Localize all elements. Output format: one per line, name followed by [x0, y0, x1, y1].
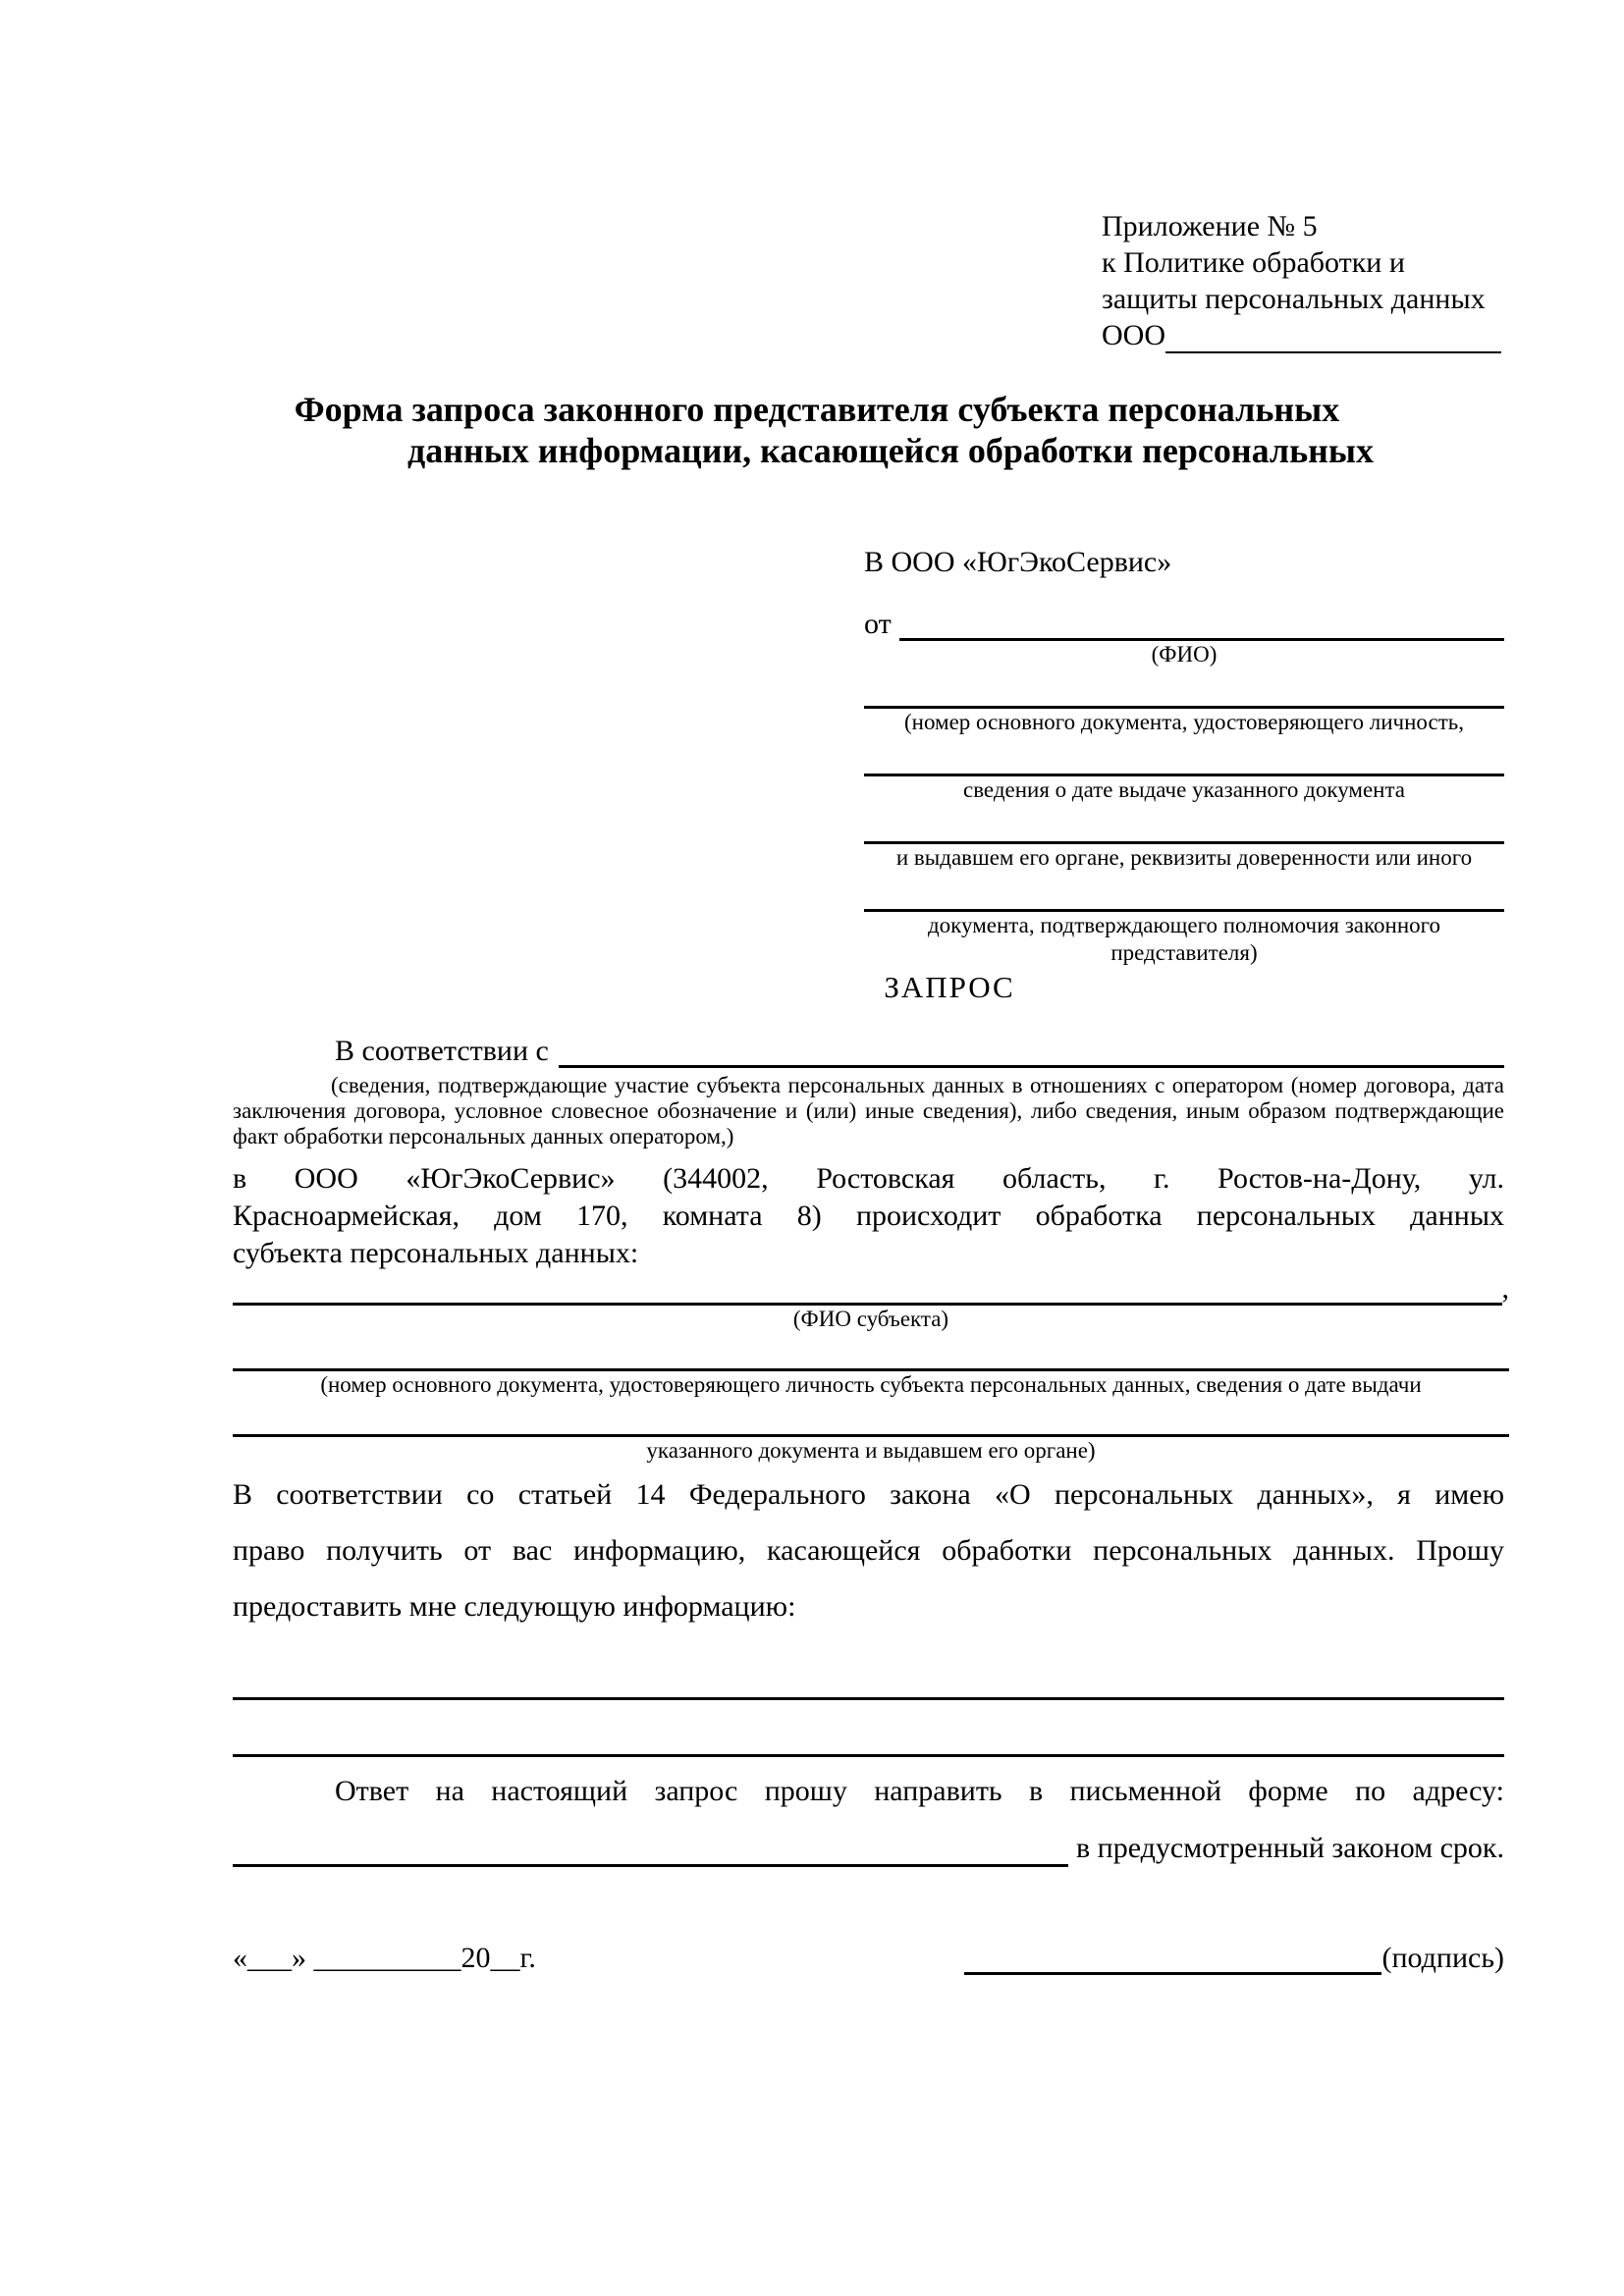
fill-line-caption: (ФИО)	[1151, 642, 1218, 667]
law-line-2: право получить от вас информацию, касающейся обработки персональных данных. Прошу	[233, 1534, 1504, 1567]
accordance-fine-print: (сведения, подтверждающие участие субъекта персональных данных в отношениях с оператором (номер договора, дата заключения договора, условное словесное обозначение и (или) иные сведения), либо сведения, иным образом подтверждающие факт обработки персональных данных оператором,)	[233, 1073, 1504, 1148]
fill-line-fio	[899, 609, 1504, 641]
accordance-block	[233, 1031, 1504, 1149]
fill-line	[233, 1399, 1509, 1437]
fill-line	[233, 1697, 1504, 1700]
request-heading: ЗАПРОС	[884, 970, 1015, 1004]
fill-line	[864, 668, 1504, 709]
date-blank: «___» __________20__г.	[233, 1942, 536, 1974]
fill-line-caption: документа, подтверждающего полномочия законного представителя)	[927, 913, 1440, 965]
document-title-line-2: данных информации, касающейся обработки персональных	[407, 431, 1374, 470]
addressee-block	[864, 546, 1504, 967]
fill-line-address	[233, 1835, 1068, 1867]
processing-line-2: Красноармейская, дом 170, комната 8) происходит обработка персональных данных	[233, 1200, 1504, 1232]
fill-line	[233, 1754, 1504, 1757]
signature-row	[233, 1942, 1504, 1975]
from-row	[864, 595, 1504, 641]
appendix-line-3: защиты персональных данных	[1102, 283, 1486, 315]
fill-line	[864, 804, 1504, 844]
answer-tail: в предусмотренный законом срок.	[1076, 1832, 1504, 1864]
ooo-label: ООО	[1102, 319, 1165, 351]
answer-address-row	[233, 1832, 1504, 1867]
processing-paragraph	[233, 1160, 1504, 1272]
appendix-line-2: к Политике обработки и	[1102, 246, 1405, 279]
fill-line-caption: (номер основного документа, удостоверяющего личность субъекта персональных данных, сведения о дате выдачи	[320, 1372, 1422, 1397]
appendix-line-1: Приложение № 5	[1102, 210, 1318, 242]
signature-right	[964, 1942, 1504, 1975]
from-label: от	[864, 608, 892, 640]
law-line-1: В соответствии со статьей 14 Федерального закона «О персональных данных», я имею	[233, 1478, 1504, 1511]
fill-line-caption: и выдавшем его органе, реквизиты доверенности или иного	[895, 845, 1473, 870]
ooo-blank-line	[1165, 344, 1501, 353]
addressee-to: В ООО «ЮгЭкоСервис»	[864, 546, 1172, 578]
fill-line-caption: указанного документа и выдавшем его органе)	[646, 1438, 1096, 1463]
fill-line	[864, 736, 1504, 776]
fill-line	[233, 1333, 1509, 1371]
trailing-comma: ,	[1501, 1272, 1509, 1305]
processing-line-3: субъекта персональных данных:	[233, 1237, 639, 1269]
law-line-3: предоставить мне следующую информацию:	[233, 1590, 796, 1623]
answer-line: Ответ на настоящий запрос прошу направить в письменной форме по адресу:	[335, 1775, 1504, 1807]
fill-line-caption: сведения о дате выдаче указанного документа	[962, 777, 1406, 802]
accordance-lead: В соответствии с	[335, 1035, 549, 1067]
fill-line-accordance	[559, 1036, 1504, 1068]
fill-line-caption: (номер основного документа, удостоверяющего личность,	[903, 710, 1464, 734]
fill-line-signature	[964, 1943, 1381, 1975]
subject-fio-row	[233, 1266, 1509, 1306]
signature-caption: (подпись)	[1381, 1942, 1504, 1974]
document-title	[184, 389, 1450, 471]
accordance-row	[233, 1031, 1504, 1068]
processing-line-1: в ООО «ЮгЭкоСервис» (344002, Ростовская область, г. Ростов-на-Дону, ул.	[233, 1162, 1504, 1195]
fill-line-caption: (ФИО субъекта)	[792, 1307, 949, 1331]
law-paragraph	[233, 1467, 1504, 1634]
fill-line	[864, 872, 1504, 912]
answer-paragraph	[233, 1773, 1504, 1867]
fill-line-subject-fio	[233, 1273, 1502, 1306]
appendix-ooo-row	[1102, 317, 1501, 353]
subject-block	[233, 1266, 1509, 1465]
appendix-block	[1102, 208, 1501, 353]
document-title-line-1: Форма запроса законного представителя субъекта персональных	[294, 390, 1340, 429]
